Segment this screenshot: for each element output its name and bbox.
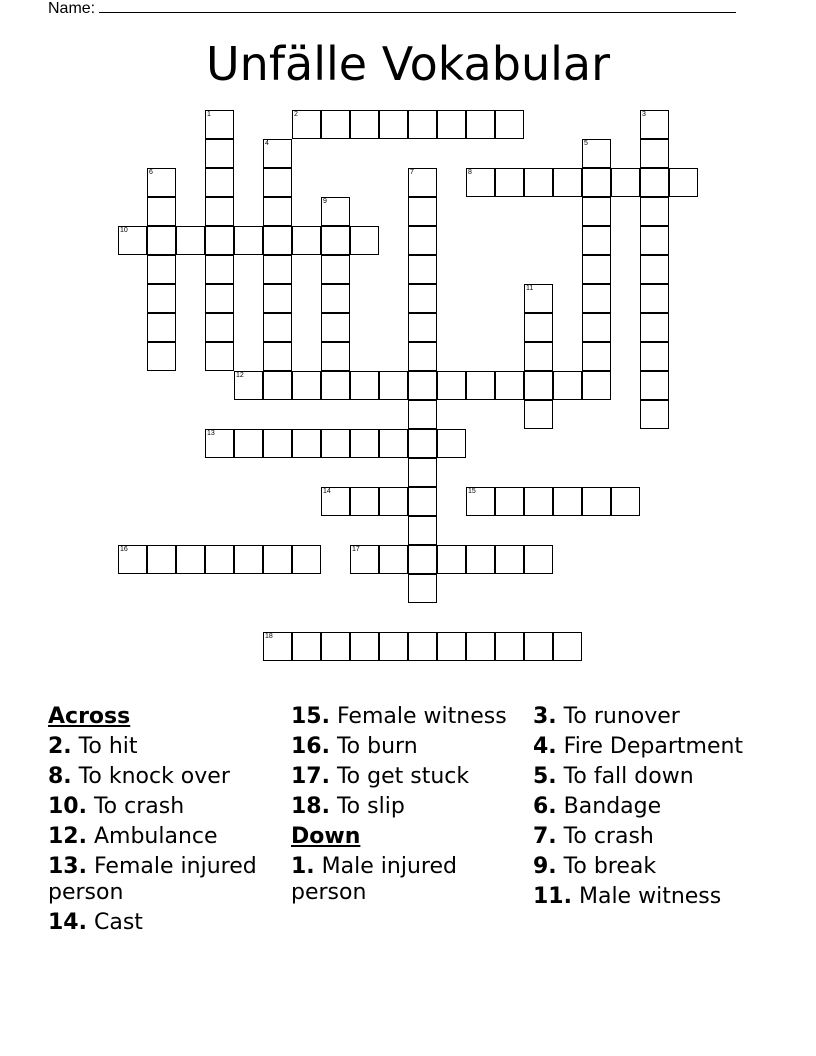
crossword-cell[interactable] [321,342,350,371]
crossword-cell[interactable] [495,110,524,139]
crossword-cell[interactable] [118,545,147,574]
crossword-cell[interactable] [495,545,524,574]
crossword-cell[interactable] [321,110,350,139]
crossword-cell[interactable] [437,429,466,458]
across-clue [291,764,521,790]
crossword-cell[interactable] [379,545,408,574]
crossword-cell[interactable] [205,545,234,574]
down-clue [533,824,773,850]
crossword-cell[interactable] [582,139,611,168]
clue-number: 3 [642,111,646,118]
name-field [48,0,736,18]
name-label: Name: [48,0,96,17]
crossword-cell[interactable] [640,168,669,197]
crossword-cell[interactable] [408,429,437,458]
crossword-cell[interactable] [263,371,292,400]
crossword-cell[interactable] [466,371,495,400]
clue-number-label: 9. [533,854,557,879]
crossword-cell[interactable] [524,632,553,661]
clue-text: Female injured person [48,854,257,905]
clue-text: To crash [93,794,185,819]
across-clue [48,734,278,760]
across-clue [48,854,278,906]
clue-number-label: 5. [533,764,557,789]
name-blank-line[interactable] [99,0,736,13]
crossword-cell[interactable] [524,371,553,400]
crossword-cell[interactable] [582,313,611,342]
clue-number-label: 13. [48,854,87,879]
crossword-cell[interactable] [408,284,437,313]
crossword-cell[interactable] [147,313,176,342]
crossword-cell[interactable] [350,632,379,661]
crossword-cell[interactable] [640,400,669,429]
crossword-cell[interactable] [437,110,466,139]
down-clue [533,734,773,760]
crossword-cell[interactable] [408,632,437,661]
crossword-cell[interactable] [582,487,611,516]
crossword-cell[interactable] [408,574,437,603]
crossword-cell[interactable] [466,168,495,197]
crossword-cell[interactable] [408,545,437,574]
clue-text: To slip [336,794,405,819]
crossword-cell[interactable] [292,371,321,400]
crossword-cell[interactable] [321,371,350,400]
crossword-cell[interactable] [321,632,350,661]
crossword-cell[interactable] [553,168,582,197]
across-clue [48,764,278,790]
crossword-cell[interactable] [553,371,582,400]
clue-number-label: 12. [48,824,87,849]
crossword-cell[interactable] [640,313,669,342]
crossword-cell[interactable] [466,632,495,661]
down-clue [533,764,773,790]
crossword-cell[interactable] [611,168,640,197]
crossword-cell[interactable] [495,632,524,661]
clue-column-1 [48,704,278,940]
crossword-cell[interactable] [321,197,350,226]
clue-number-label: 6. [533,794,557,819]
crossword-cell[interactable] [321,429,350,458]
crossword-cell[interactable] [408,313,437,342]
clue-number: 7 [410,169,414,176]
clue-text: To get stuck [336,764,470,789]
crossword-cell[interactable] [263,255,292,284]
down-clue [533,704,773,730]
across-clue [48,910,278,936]
crossword-cell[interactable] [408,458,437,487]
crossword-cell[interactable] [234,371,263,400]
crossword-cell[interactable] [669,168,698,197]
crossword-cell[interactable] [524,487,553,516]
across-clue [291,704,521,730]
crossword-cell[interactable] [640,284,669,313]
crossword-cell[interactable] [292,632,321,661]
clue-number: 16 [120,546,128,553]
crossword-cell[interactable] [379,110,408,139]
clue-text: To break [563,854,657,879]
crossword-cell[interactable] [205,110,234,139]
crossword-cell[interactable] [350,371,379,400]
crossword-cell[interactable] [582,284,611,313]
clue-text: To burn [336,734,418,759]
crossword-cell[interactable] [205,139,234,168]
down-clue [291,854,521,906]
crossword-cell[interactable] [263,197,292,226]
crossword-cell[interactable] [263,313,292,342]
crossword-cell[interactable] [263,545,292,574]
clue-number: 12 [236,372,244,379]
crossword-cell[interactable] [408,516,437,545]
crossword-cell[interactable] [408,168,437,197]
crossword-cell[interactable] [205,168,234,197]
across-clue [48,794,278,820]
crossword-cell[interactable] [350,226,379,255]
crossword-cell[interactable] [147,545,176,574]
crossword-cell[interactable] [408,342,437,371]
crossword-cell[interactable] [350,545,379,574]
crossword-cell[interactable] [408,255,437,284]
crossword-cell[interactable] [263,168,292,197]
clue-number-label: 15. [291,704,330,729]
crossword-cell[interactable] [524,545,553,574]
crossword-cell[interactable] [466,545,495,574]
crossword-cell[interactable] [147,168,176,197]
crossword-cell[interactable] [205,226,234,255]
down-clue [533,854,773,880]
crossword-cell[interactable] [495,371,524,400]
crossword-cell[interactable] [408,197,437,226]
crossword-cell[interactable] [263,632,292,661]
across-clue [48,824,278,850]
crossword-cell[interactable] [234,226,263,255]
crossword-cell[interactable] [524,168,553,197]
crossword-cell[interactable] [292,110,321,139]
crossword-cell[interactable] [205,284,234,313]
crossword-cell[interactable] [292,545,321,574]
clue-text: Fire Department [563,734,744,759]
crossword-cell[interactable] [408,371,437,400]
crossword-cell[interactable] [379,487,408,516]
clue-number-label: 7. [533,824,557,849]
clue-number: 11 [526,285,534,292]
crossword-cell[interactable] [640,371,669,400]
clue-number: 2 [294,111,298,118]
clue-number-label: 8. [48,764,72,789]
crossword-cell[interactable] [524,400,553,429]
crossword-cell[interactable] [147,197,176,226]
across-clue [291,734,521,760]
clue-column-2 [291,704,521,910]
clue-text: Female witness [336,704,507,729]
across-heading: Across [48,704,131,729]
clue-number-label: 10. [48,794,87,819]
crossword-cell[interactable] [640,342,669,371]
clue-column-3 [533,704,773,914]
down-clue [533,884,773,910]
crossword-cell[interactable] [176,226,205,255]
crossword-cell[interactable] [263,429,292,458]
crossword-cell[interactable] [205,313,234,342]
clue-text: Cast [93,910,143,935]
clue-number-label: 14. [48,910,87,935]
clue-number: 15 [468,488,476,495]
crossword-cell[interactable] [582,342,611,371]
crossword-cell[interactable] [524,342,553,371]
crossword-cell[interactable] [263,226,292,255]
crossword-cell[interactable] [292,429,321,458]
crossword-cell[interactable] [408,400,437,429]
clue-text: Male witness [578,884,722,909]
crossword-cell[interactable] [118,226,147,255]
clue-number: 9 [323,198,327,205]
clue-number: 13 [207,430,215,437]
crossword-cell[interactable] [263,342,292,371]
crossword-cell[interactable] [582,255,611,284]
crossword-cell[interactable] [640,197,669,226]
crossword-cell[interactable] [263,284,292,313]
crossword-cell[interactable] [234,429,263,458]
crossword-cell[interactable] [176,545,205,574]
crossword-cell[interactable] [350,110,379,139]
clue-number: 14 [323,488,331,495]
clue-text: Ambulance [93,824,218,849]
crossword-cell[interactable] [437,545,466,574]
clue-number: 6 [149,169,153,176]
crossword-cell[interactable] [582,371,611,400]
crossword-cell[interactable] [205,255,234,284]
crossword-cell[interactable] [321,313,350,342]
clue-number-label: 18. [291,794,330,819]
crossword-cell[interactable] [205,429,234,458]
crossword-cell[interactable] [321,226,350,255]
crossword-cell[interactable] [292,226,321,255]
crossword-cell[interactable] [408,110,437,139]
crossword-cell[interactable] [495,487,524,516]
clue-number-label: 1. [291,854,315,879]
down-clue [533,794,773,820]
crossword-cell[interactable] [582,226,611,255]
clue-number: 8 [468,169,472,176]
clue-number: 5 [584,140,588,147]
down-heading: Down [291,824,361,849]
crossword-cell[interactable] [495,168,524,197]
crossword-cell[interactable] [321,255,350,284]
crossword-cell[interactable] [205,342,234,371]
crossword-cell[interactable] [321,487,350,516]
crossword-cell[interactable] [350,487,379,516]
crossword-cell[interactable] [147,284,176,313]
clue-number-label: 2. [48,734,72,759]
clue-number-label: 16. [291,734,330,759]
crossword-cell[interactable] [611,487,640,516]
crossword-cell[interactable] [379,632,408,661]
crossword-cell[interactable] [147,342,176,371]
clue-text: Male injured person [291,854,457,905]
crossword-cell[interactable] [321,284,350,313]
clue-number: 1 [207,111,211,118]
crossword-cell[interactable] [524,313,553,342]
clue-number-label: 3. [533,704,557,729]
clue-number: 17 [352,546,360,553]
clue-text: To crash [563,824,654,849]
clue-text: Bandage [563,794,662,819]
crossword-cell[interactable] [524,284,553,313]
crossword-cell[interactable] [437,632,466,661]
page-title: Unfälle Vokabular [206,37,610,91]
crossword-cell[interactable] [263,139,292,168]
crossword-cell[interactable] [582,168,611,197]
crossword-cell[interactable] [466,487,495,516]
crossword-cell[interactable] [466,110,495,139]
crossword-cell[interactable] [640,110,669,139]
crossword-cell[interactable] [234,545,263,574]
crossword-cell[interactable] [640,255,669,284]
across-clue [291,794,521,820]
crossword-cell[interactable] [379,429,408,458]
clue-number: 4 [265,140,269,147]
clue-number-label: 4. [533,734,557,759]
clue-number-label: 11. [533,884,572,909]
crossword-cell[interactable] [350,429,379,458]
crossword-cell[interactable] [553,632,582,661]
crossword-cell[interactable] [408,226,437,255]
crossword-cell[interactable] [640,226,669,255]
crossword-cell[interactable] [553,487,582,516]
crossword-cell[interactable] [408,487,437,516]
crossword-cell[interactable] [147,255,176,284]
crossword-cell[interactable] [379,371,408,400]
clue-text: To fall down [563,764,694,789]
crossword-cell[interactable] [640,139,669,168]
clue-text: To runover [563,704,680,729]
clue-number-label: 17. [291,764,330,789]
clue-number: 10 [120,227,128,234]
crossword-cell[interactable] [205,197,234,226]
clue-text: To knock over [78,764,230,789]
crossword-cell[interactable] [147,226,176,255]
crossword-cell[interactable] [437,371,466,400]
clue-text: To hit [78,734,138,759]
clue-number: 18 [265,633,273,640]
crossword-cell[interactable] [582,197,611,226]
